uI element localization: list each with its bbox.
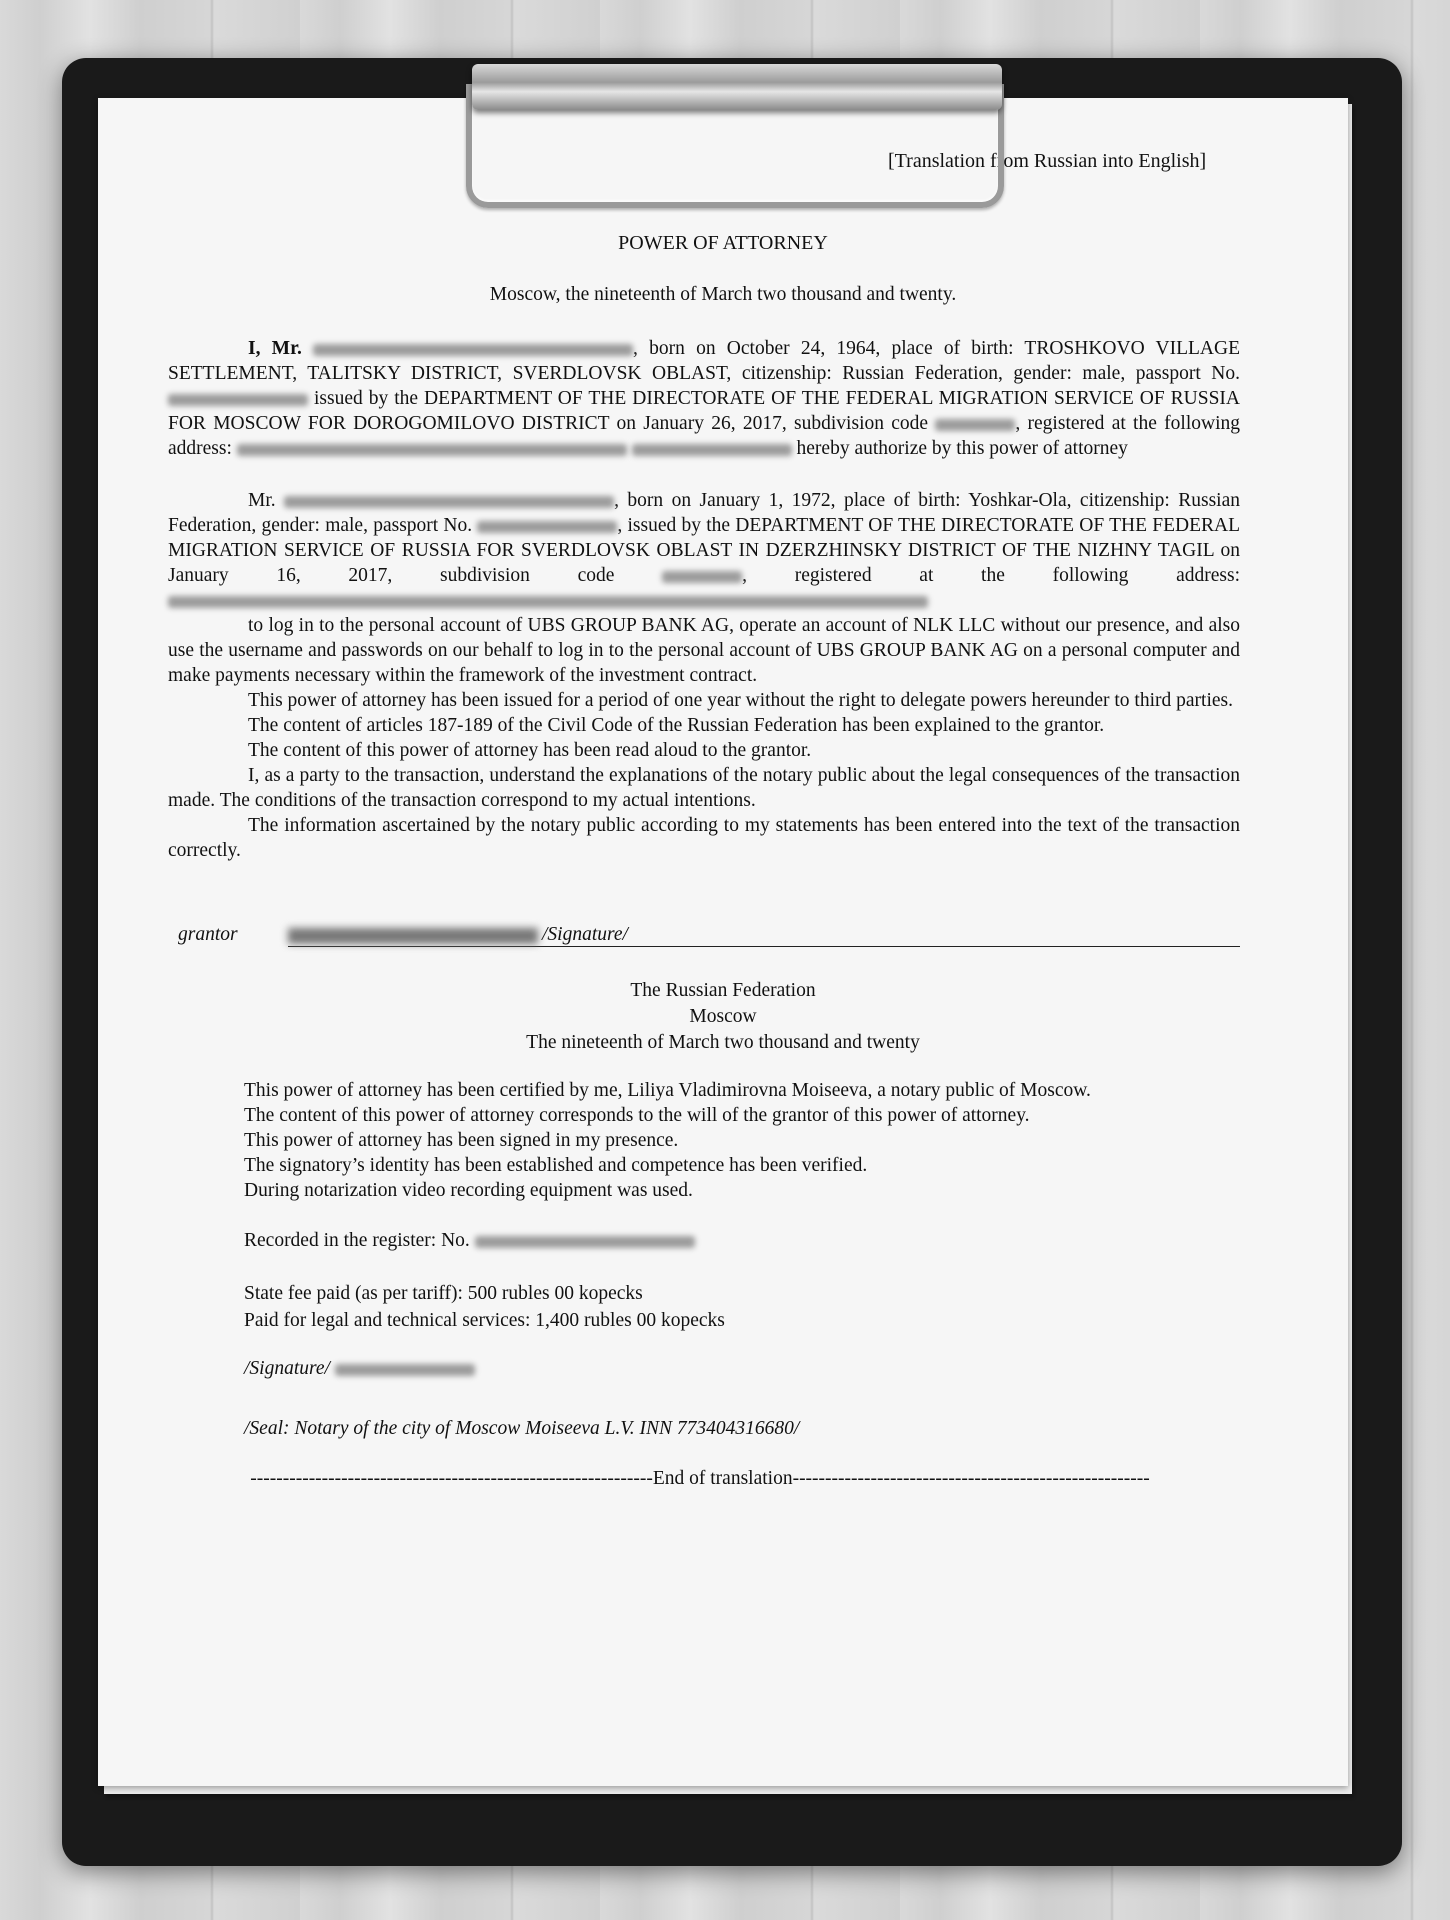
attorney-text-b: , issued by the DEPARTMENT OF THE DIRECTORATE OF THE FEDERAL MIGRATION SERVICE OF RUSSIA FOR SVERDLOVSK OBLAST IN DZERZHINSKY DISTRICT OF THE NIZHNY TAGIL on January 16, 2017, subdivision code <box>168 515 1240 586</box>
redacted-signature <box>288 928 538 944</box>
body-paragraph: The content of this power of attorney has been read aloud to the grantor. <box>248 740 812 761</box>
cert-line: This power of attorney has been signed in my presence. <box>244 1130 679 1151</box>
redacted-attorney-passport <box>477 521 617 533</box>
grantor-text-b: issued by the DEPARTMENT OF THE DIRECTORATE OF THE FEDERAL MIGRATION SERVICE OF RUSSIA FOR MOSCOW FOR DOROGOMILOVO DISTRICT on January 26, 2017, subdivision code <box>168 388 1241 434</box>
redacted-code <box>935 419 1015 431</box>
redacted-attorney-address <box>168 596 928 608</box>
signature-line <box>288 946 1240 947</box>
cert-line: The content of this power of attorney corresponds to the will of the grantor of this power of attorney. <box>244 1105 1030 1126</box>
cert-line: During notarization video recording equipment was used. <box>244 1180 693 1201</box>
body-paragraph: This power of attorney has been issued for a period of one year without the right to delegate powers hereunder to third parties. <box>248 690 1233 711</box>
certification-header <box>98 978 1348 1056</box>
body-paragraph: The content of articles 187-189 of the Civil Code of the Russian Federation has been explained to the grantor. <box>248 715 1105 736</box>
document-page <box>98 98 1348 1786</box>
fee-line: Paid for legal and technical services: 1,400 rubles 00 kopecks <box>244 1310 725 1331</box>
cert-date: The nineteenth of March two thousand and twenty <box>526 1032 920 1053</box>
redacted-attorney-name <box>284 496 614 508</box>
grantor-text-d: hereby authorize by this power of attorney <box>796 438 1128 459</box>
register-record <box>244 1230 695 1252</box>
attorney-text-a: , born on January 1, 1972, place of birth: Yoshkar-Ola, citizenship: Russian Federation, gender: male, passport No. <box>168 490 1241 536</box>
body-paragraph: to log in to the personal account of UBS GROUP BANK AG, operate an account of NLK LLC without our presence, and also use the username and passwords on our behalf to log in to the personal account of UBS GROUP BANK AG on a personal computer and make payments necessary within the framework of the investment contract. <box>168 615 1240 686</box>
grantor-signature-area <box>288 924 628 946</box>
redacted-attorney-code <box>662 571 742 583</box>
notary-signature-label: /Signature/ <box>244 1358 330 1379</box>
fee-line: State fee paid (as per tariff): 500 rubles 00 kopecks <box>244 1283 643 1304</box>
body-paragraph: I, as a party to the transaction, understand the explanations of the notary public about the legal consequences of the transaction made. The conditions of the transaction correspond to my actual intentions. <box>168 765 1240 811</box>
attorney-text-c: , registered at the following address: <box>742 565 1241 586</box>
grantor-text-a: , born on October 24, 1964, place of birth: TROSHKOVO VILLAGE SETTLEMENT, TALITSKY DISTRICT, SVERDLOVSK OBLAST, citizenship: Russian Federation, gender: male, passport No. <box>168 338 1241 384</box>
grantor-text-c: , registered at the following address: <box>168 413 1240 459</box>
grantor-label: grantor <box>178 924 238 945</box>
redacted-name <box>313 344 633 356</box>
notary-seal: /Seal: Notary of the city of Moscow Moiseeva L.V. INN 773404316680/ <box>244 1418 800 1439</box>
end-of-translation: --------------------------------------------------------------End of translation------------------------------------------------------- <box>250 1468 1150 1489</box>
clipboard-clip <box>472 64 1002 110</box>
cert-line: The signatory’s identity has been established and competence has been verified. <box>244 1155 868 1176</box>
redacted-address <box>237 444 627 456</box>
cert-city: Moscow <box>689 1006 757 1027</box>
certification-lines <box>244 1078 1091 1203</box>
redacted-notary-name <box>335 1364 475 1376</box>
body-paragraphs <box>168 613 1240 863</box>
cert-line: This power of attorney has been certified by me, Liliya Vladimirovna Moiseeva, a notary public of Moscow. <box>244 1080 1091 1101</box>
redacted-passport <box>168 394 308 406</box>
document-title: POWER OF ATTORNEY <box>618 232 828 254</box>
grantor-signature-label: /Signature/ <box>542 924 628 945</box>
grantor-paragraph <box>168 336 1240 461</box>
body-paragraph: The information ascertained by the notary public according to my statements has been entered into the text of the transaction correctly. <box>168 815 1240 861</box>
place-date: Moscow, the nineteenth of March two thousand and twenty. <box>489 284 957 305</box>
redacted-address-2 <box>632 444 792 456</box>
grantor-intro: I, Mr. <box>248 338 302 359</box>
redacted-register-number <box>475 1236 695 1248</box>
cert-country: The Russian Federation <box>630 980 816 1001</box>
register-label: Recorded in the register: No. <box>244 1230 470 1251</box>
notary-signature <box>244 1358 475 1380</box>
attorney-intro: Mr. <box>248 490 276 511</box>
fees <box>244 1280 725 1334</box>
translation-note: [Translation from Russian into English] <box>888 150 1207 172</box>
attorney-paragraph <box>168 488 1240 613</box>
